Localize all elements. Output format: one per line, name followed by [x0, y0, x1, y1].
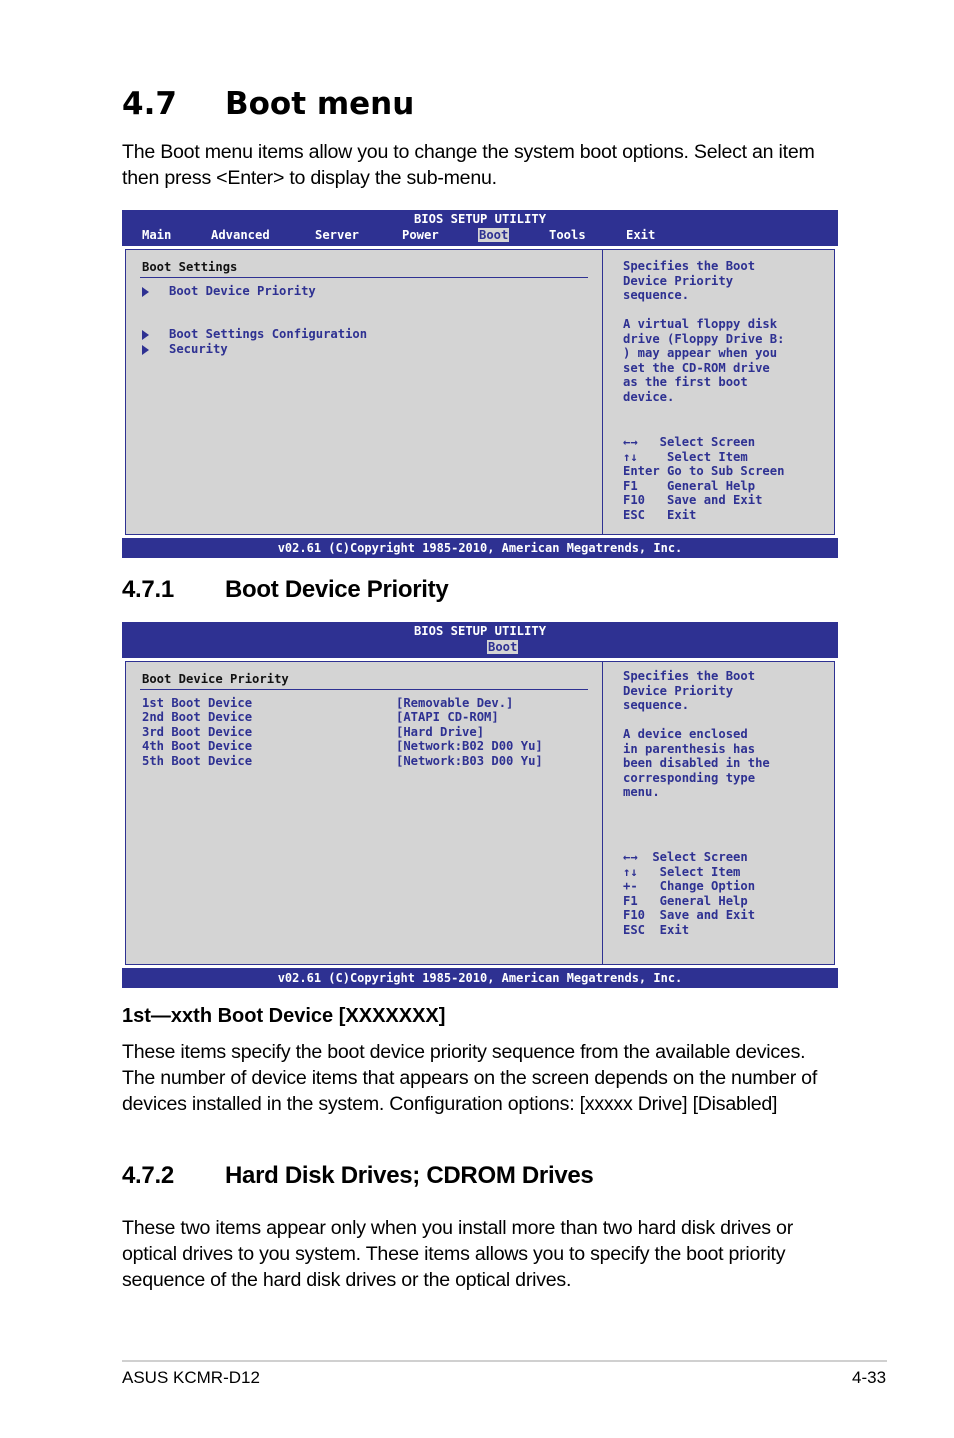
paragraph-hard-disk-drives: These two items appear only when you install more than two hard disk drives or optical drives to you system. These items allows you to specify the boot priority sequence of the hard disk drives or the optical drives.: [122, 1217, 793, 1291]
section-title: Boot Device Priority: [225, 576, 449, 603]
row-label-1st[interactable]: 1st Boot Device: [142, 696, 253, 710]
section-underline: [140, 689, 588, 690]
section-title: Boot Settings: [142, 260, 238, 274]
row-label-4th[interactable]: 4th Boot Device: [142, 739, 253, 753]
page-heading: [122, 86, 414, 122]
bios-panel: [125, 249, 835, 535]
menu-boot[interactable]: Boot: [488, 640, 518, 654]
row-value-4th[interactable]: [Network:B02 D00 Yu]: [396, 739, 543, 753]
row-label-3rd[interactable]: 3rd Boot Device: [142, 725, 253, 739]
subheading-boot-device: 1st—xxth Boot Device [XXXXXXX]: [122, 1005, 446, 1027]
bios-footer: v02.61 (C)Copyright 1985-2010, American Megatrends, Inc.: [122, 968, 838, 988]
bios-title: BIOS SETUP UTILITY: [413, 624, 547, 638]
row-value-5th[interactable]: [Network:B03 D00 Yu]: [396, 754, 543, 768]
menu-server[interactable]: Server: [315, 228, 360, 242]
section-title: Boot Device Priority: [142, 672, 289, 686]
bios-footer: v02.61 (C)Copyright 1985-2010, American Megatrends, Inc.: [122, 538, 838, 558]
section-title: Hard Disk Drives; CDROM Drives: [225, 1162, 594, 1189]
item-security[interactable]: Security: [169, 342, 228, 356]
section-number: 4.7.1: [122, 576, 174, 603]
bios-panel: [125, 661, 835, 965]
row-value-3rd[interactable]: [Hard Drive]: [396, 725, 485, 739]
item-boot-settings-configuration[interactable]: Boot Settings Configuration: [169, 327, 368, 341]
section-heading-4-7-1: [122, 576, 448, 604]
help-text: Specifies the Boot Device Priority sequence. A virtual floppy disk drive (Floppy Drive B: ) may appear when you set the CD-ROM drive as the first boot device.: [623, 259, 785, 404]
submenu-arrow-icon: [142, 345, 149, 355]
item-boot-device-priority[interactable]: Boot Device Priority: [169, 284, 316, 298]
row-value-2nd[interactable]: [ATAPI CD-ROM]: [396, 710, 499, 724]
menu-exit[interactable]: Exit: [626, 228, 656, 242]
panel-divider: [602, 250, 603, 534]
bios-title: BIOS SETUP UTILITY: [413, 212, 547, 226]
section-underline: [140, 277, 588, 278]
section-heading-4-7-2: [122, 1162, 593, 1190]
bios-body: [122, 246, 838, 538]
row-label-5th[interactable]: 5th Boot Device: [142, 754, 253, 768]
row-value-1st[interactable]: [Removable Dev.]: [396, 696, 514, 710]
row-label-2nd[interactable]: 2nd Boot Device: [142, 710, 253, 724]
section-number: 4.7.2: [122, 1162, 174, 1189]
paragraph-boot-device: These items specify the boot device priority sequence from the available devices. The number of device items that appears on the screen depends on the number of devices installed in the system. Configuration options: [xxxxx Drive] [Disabled]: [122, 1041, 818, 1115]
bios-body: [122, 658, 838, 968]
bios-header: [122, 622, 838, 658]
footer-divider: [122, 1360, 887, 1362]
heading-title: Boot menu: [225, 86, 415, 122]
submenu-arrow-icon: [142, 287, 149, 297]
key-legend: ←→ Select Screen ↑↓ Select Item +- Change Option F1 General Help F10 Save and Exit ESC Exit: [623, 850, 756, 937]
panel-divider: [602, 662, 603, 964]
menu-power[interactable]: Power: [402, 228, 439, 242]
heading-number: 4.7: [122, 86, 177, 122]
menu-main[interactable]: Main: [142, 228, 172, 242]
bios-screen-boot-device-priority: [122, 622, 838, 988]
help-text: Specifies the Boot Device Priority sequence. A device enclosed in parenthesis has been disabled in the corresponding type menu.: [623, 669, 770, 799]
menu-boot[interactable]: Boot: [479, 228, 509, 242]
intro-paragraph: The Boot menu items allow you to change the system boot options. Select an item then press <Enter> to display the sub-menu.: [122, 141, 815, 189]
footer-product: ASUS KCMR-D12: [122, 1368, 260, 1387]
key-legend: ←→ Select Screen ↑↓ Select Item Enter Go to Sub Screen F1 General Help F10 Save and Exit ESC Exit: [623, 435, 785, 522]
footer-page-number: 4-33: [852, 1368, 887, 1387]
menu-tools[interactable]: Tools: [549, 228, 586, 242]
bios-header: [122, 210, 838, 246]
bios-screen-boot-menu: [122, 210, 838, 558]
menu-advanced[interactable]: Advanced: [211, 228, 270, 242]
submenu-arrow-icon: [142, 330, 149, 340]
